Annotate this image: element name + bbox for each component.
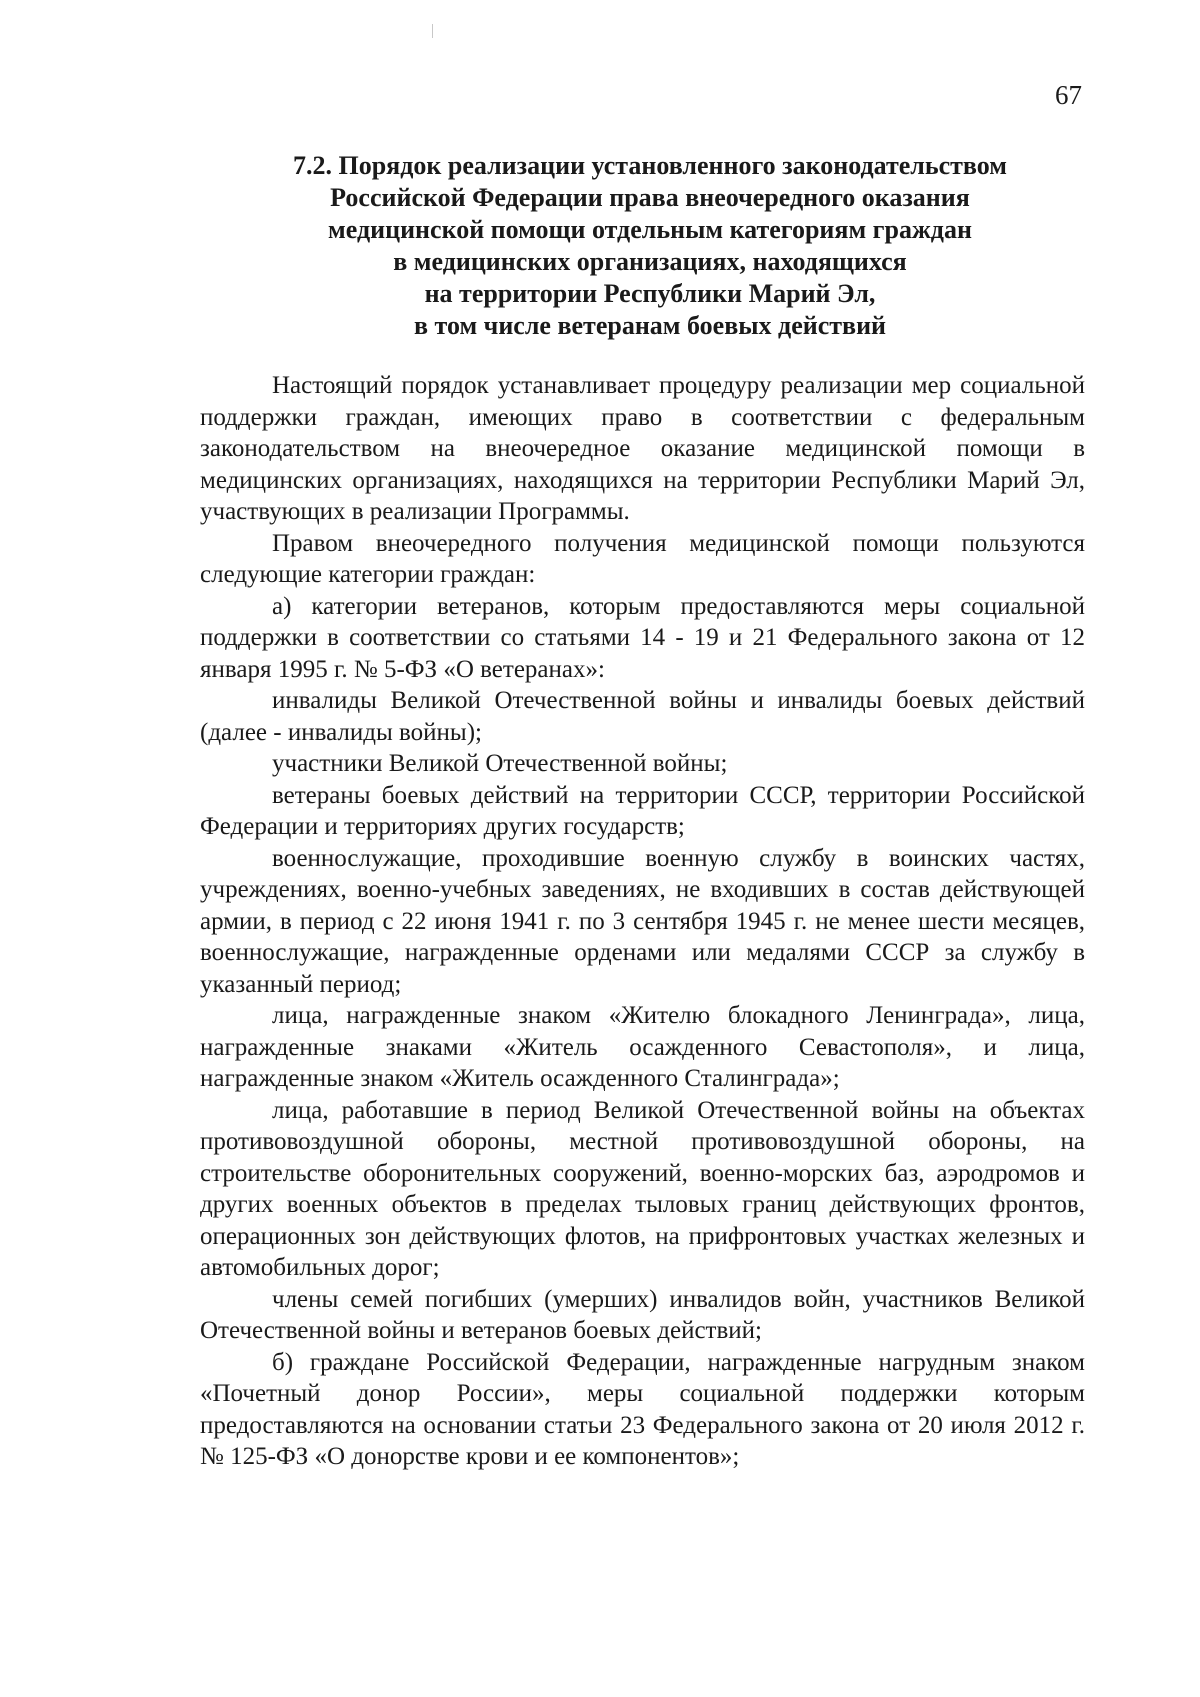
document-body (200, 370, 1085, 1473)
list-item-combat-veterans: ветераны боевых действий на территории СССР, территории Российской Федерации и территориях других государств; (200, 781, 1085, 840)
title-line: Российской Федерации права внеочередного оказания (330, 183, 970, 212)
title-line: 7.2. Порядок реализации установленного законодательством (292, 151, 1007, 180)
list-item-family-members: члены семей погибших (умерших) инвалидов войн, участников Великой Отечественной войны и ветеранов боевых действий; (200, 1285, 1085, 1344)
title-line: на территории Республики Марий Эл, (424, 279, 876, 308)
list-item-defense-workers: лица, работавшие в период Великой Отечественной войны на объектах противовоздушной обороны, местной противовоздушной обороны, на строительстве оборонительных сооружений, военно-морских баз, аэродромов и других военных объектов в пределах тыловых границ действующих фронтов, операционных зон действующих флотов, на прифронтовых участках железных и автомобильных дорог; (200, 1096, 1085, 1281)
section-title (200, 150, 1100, 342)
list-item-honorary-donors: б) граждане Российской Федерации, награжденные нагрудным знаком «Почетный донор России», меры социальной поддержки которым предоставляются на основании статьи 23 Федерального закона от 20 июля 2012 г. № 125-ФЗ «О донорстве крови и ее компонентов»; (200, 1348, 1085, 1470)
title-line: в медицинских организациях, находящихся (393, 247, 907, 276)
title-line: в том числе ветеранам боевых действий (413, 311, 887, 340)
list-item-servicemen: военнослужащие, проходившие военную службу в воинских частях, учреждениях, военно-учебных заведениях, не входивших в состав действующей армии, в период с 22 июня 1941 г. по 3 сентября 1945 г. не менее шести месяцев, военнослужащие, награжденные орденами или медалями СССР за службу в указанный период; (200, 844, 1085, 998)
page-number: 67 (1055, 80, 1082, 110)
list-item-siege-residents: лица, награжденные знаком «Жителю блокадного Ленинграда», лица, награжденные знаками «Житель осажденного Севастополя», и лица, награжденные знаком «Житель осажденного Сталинграда»; (200, 1002, 1085, 1092)
list-item-veterans-category: а) категории ветеранов, которым предоставляются меры социальной поддержки в соответствии со статьями 14 - 19 и 21 Федерального закона от 12 января 1995 г. № 5-ФЗ «О ветеранах»: (200, 592, 1085, 683)
title-line: медицинской помощи отдельным категориям граждан (328, 215, 972, 244)
list-item-war-participants: участники Великой Отечественной войны; (272, 750, 728, 777)
list-item-war-invalids: инвалиды Великой Отечественной войны и инвалиды боевых действий (далее - инвалиды войны); (200, 687, 1085, 746)
paragraph-eligible-categories: Правом внеочередного получения медицинской помощи пользуются следующие категории граждан: (200, 529, 1085, 588)
paragraph-procedure-intro: Настоящий порядок устанавливает процедуру реализации мер социальной поддержки граждан, имеющих право в соответствии с федеральным законодательством на внеочередное оказание медицинской помощи в медицинских организациях, находящихся на территории Республики Марий Эл, участвующих в реализации Программы. (200, 372, 1085, 525)
scan-artifact-mark (432, 24, 433, 38)
